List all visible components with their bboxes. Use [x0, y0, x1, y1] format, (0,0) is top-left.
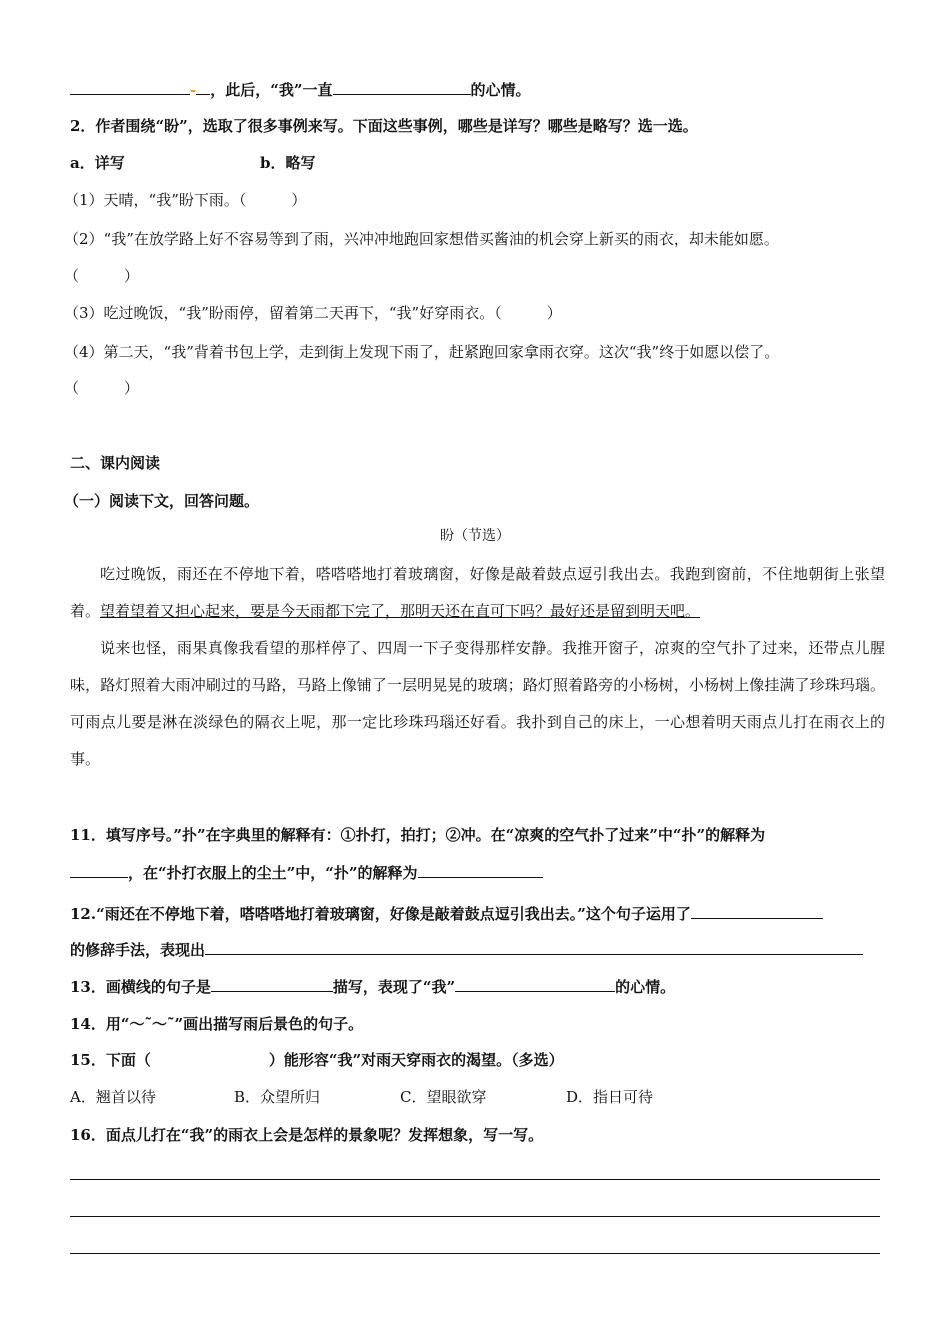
section-sub: （一）阅读下文，回答问题。: [64, 492, 260, 510]
q12-line-2: [70, 938, 863, 961]
q2-title: 2．作者围绕“盼”，选取了很多事例来写。下面这些事例，哪些是详写？哪些是略写？选一选。: [70, 117, 698, 135]
q1-blank-2[interactable]: [333, 78, 471, 95]
passage-title: 盼（节选）: [440, 528, 510, 544]
q15-option-c[interactable]: C．望眼欲穿: [400, 1088, 487, 1106]
q1-blank-1b[interactable]: [196, 78, 210, 95]
q11-mid-text: ，在“扑打衣服上的尘土”中，“扑”的解释为: [128, 864, 418, 882]
q2-opt-b: b．略写: [260, 154, 316, 172]
q11-blank-2[interactable]: [418, 861, 543, 878]
passage-p1-plain: 吃过晚饭，雨还在不停地下着，嗒嗒嗒地打着玻璃窗，好像是敲着鼓点逗引我出去。我跑到窗前，不住地朝街上张望着。: [70, 565, 885, 620]
q2-item-4-paren: （ ）: [64, 379, 140, 397]
q13-line: [70, 975, 675, 998]
answer-line-1[interactable]: [70, 1179, 880, 1180]
q2-item-2: （2）“我”在放学路上好不容易等到了雨，兴冲冲地跑回家想借买酱油的机会穿上新买的雨衣，却未能如愿。: [64, 230, 779, 248]
q2-options: [70, 152, 316, 174]
q2-item-2-paren: （ ）: [64, 267, 140, 285]
q1-sep-text: ，此后，“我”一直: [210, 81, 333, 99]
q16-text: 16．面点儿打在“我”的雨衣上会是怎样的景象呢？发挥想象，写一写。: [70, 1126, 544, 1144]
q13-blank-1[interactable]: [211, 975, 333, 992]
q1-fill-line: - ，此后，“我”一直 的心情。: [70, 78, 531, 101]
q11-text: 11．填写序号。”扑”在字典里的解释有：①扑打，拍打；②冲。在“凉爽的空气扑了过来”中“扑”的解释为: [70, 826, 766, 844]
q11-line-2: [70, 861, 543, 884]
q2-item-1: （1）天晴，“我”盼下雨。（ ）: [64, 191, 307, 209]
q15-option-a[interactable]: A．翘首以待: [70, 1088, 156, 1106]
passage-paragraph-2: 说来也怪，雨果真像我看望的那样停了、四周一下子变得那样安静。我推开窗子，凉爽的空气扑了过来，还带点儿腥味，路灯照着大雨冲刷过的马路，马路上像铺了一层明晃晃的玻璃；路灯照着路旁的小杨树，小杨树上像挂满了珍珠玛瑙。可雨点儿要是淋在淡绿色的隔衣上呢，那一定比珍珠玛瑙还好看。我扑到自己的床上，一心想着明天雨点儿打在雨衣上的事。: [70, 639, 885, 768]
q15-a: 15．下面（: [70, 1051, 151, 1069]
q15-options: [70, 1086, 653, 1108]
q2-item-4: （4）第二天，“我”背着书包上学，走到街上发现下雨了，赶紧跑回家拿雨衣穿。这次“我”终于如愿以偿了。: [64, 343, 780, 361]
q15-option-d[interactable]: D．指日可待: [566, 1088, 654, 1106]
q12-blank-1[interactable]: [691, 902, 823, 919]
q12-text-2: 的修辞手法，表现出: [70, 941, 206, 959]
q15-b: ）能形容“我”对雨天穿雨衣的渴望。（多选）: [268, 1051, 564, 1069]
q2-item-3: （3）吃过晚饭，“我”盼雨停，留着第二天再下，“我”好穿雨衣。（ ）: [64, 304, 562, 322]
q13-b: 描写，表现了“我”: [332, 978, 456, 996]
q1-blank-1[interactable]: [70, 78, 190, 95]
q15-option-b[interactable]: B．众望所归: [234, 1088, 321, 1106]
q12-text: 12.“雨还在不停地下着，嗒嗒嗒地打着玻璃窗，好像是敲着鼓点逗引我出去。”这个句子运用了: [70, 905, 691, 923]
q2-opt-a: a．详写: [70, 154, 125, 172]
q12-line-1: [70, 902, 823, 925]
passage-paragraph-1: [70, 556, 885, 630]
answer-line-2[interactable]: [70, 1216, 880, 1217]
q13-a: 13．画横线的句子是: [70, 978, 211, 996]
answer-line-3[interactable]: [70, 1253, 880, 1254]
q14-text: 14．用“～˜～˜”画出描写雨后景色的句子。: [70, 1015, 364, 1033]
section-heading: 二、课内阅读: [70, 454, 161, 472]
q1-end-text: 的心情。: [470, 81, 531, 99]
q12-blank-2[interactable]: [205, 938, 863, 955]
q11-blank-1[interactable]: [70, 861, 128, 878]
q15-line: [70, 1049, 564, 1071]
q13-blank-2[interactable]: [455, 975, 615, 992]
q13-c: 的心情。: [615, 978, 676, 996]
underlined-sentence: 望着望着又担心起来，要是今天雨都下完了，那明天还在直可下吗？最好还是留到明天吧。: [100, 602, 701, 620]
